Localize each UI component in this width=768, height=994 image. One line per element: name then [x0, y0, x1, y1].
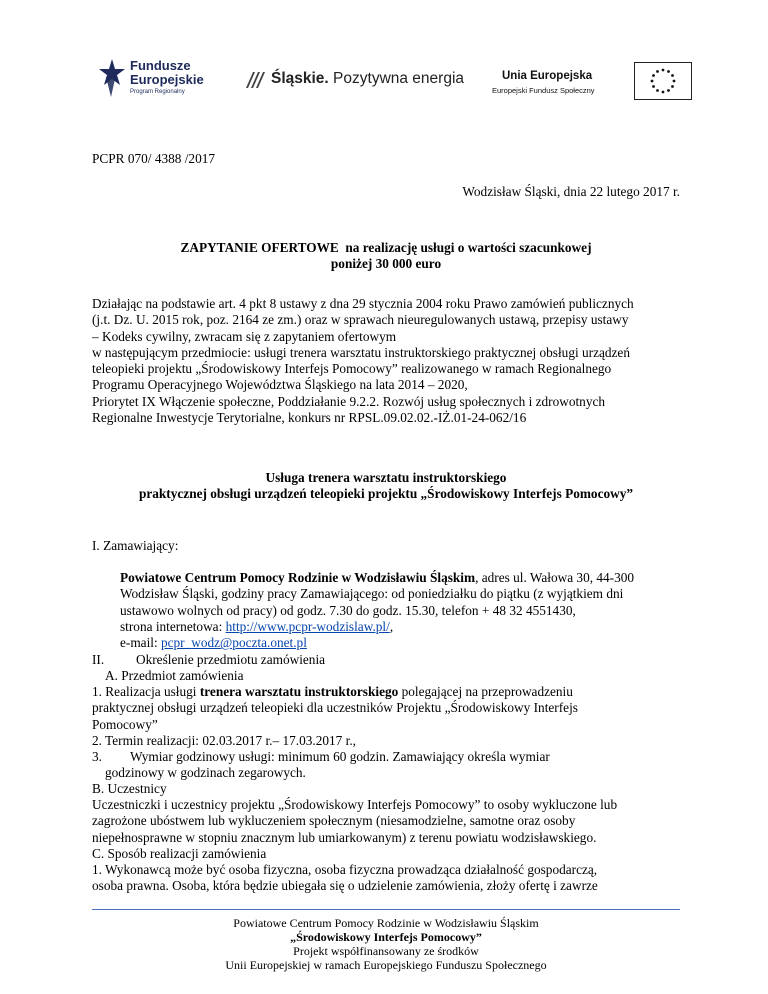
- footer-line1: Powiatowe Centrum Pomocy Rodzinie w Wodzisławiu Śląskim: [233, 916, 539, 930]
- contractor-hours: Wodzisław Śląski, godziny pracy Zamawiającego: od poniedziałku do piątku (z wyjątkiem dni: [120, 586, 624, 602]
- section-2a-item3-number: 3.: [92, 749, 102, 764]
- c-line: osoba prawna. Osoba, która będzie ubiegała się o udzielenie zamówienia, złoży ofertę i zawrze: [92, 878, 598, 894]
- footer-line2: „Środowiskowy Interfejs Pomocowy”: [290, 930, 482, 944]
- fe-line2: Europejskie: [130, 72, 204, 87]
- section-2c-body: [92, 862, 680, 895]
- a1-post: polegającej na przeprowadzeniu: [398, 684, 573, 699]
- section-2a-item1: [92, 684, 680, 733]
- slaskie-mark-icon: [243, 68, 267, 92]
- fe-line3: Program Regionalny: [130, 89, 185, 95]
- b-line: niepełnosprawne w stopniu znacznym lub umiarkowanym) z terenu powiatu wodzisławskiego.: [92, 829, 597, 845]
- footer-rule: [92, 909, 680, 910]
- eu-flag-icon: [634, 62, 692, 100]
- unia-europejska-logo: [482, 58, 682, 108]
- contractor-block: [120, 570, 680, 651]
- subject-title-line2: praktycznej obsługi urządzeń teleopieki projektu „Środowiskowy Interfejs Pomocowy”: [138, 486, 634, 501]
- intro-line: Programu Operacyjnego Województwa Śląskiego na lata 2014 – 2020,: [92, 377, 468, 393]
- star-flag-icon: [97, 57, 127, 97]
- section-2c-heading: C. Sposób realizacji zamówienia: [92, 846, 267, 861]
- contractor-phone: ustawowo wolnych od pracy) od godz. 7.30 do godz. 15.30, telefon + 48 32 4551430,: [120, 602, 576, 618]
- slaskie-name: Śląskie.: [271, 70, 329, 87]
- intro-line: (j.t. Dz. U. 2015 rok, poz. 2164 ze zm.) oraz w sprawach nieuregulowanych ustawą, przepisy ustawy: [92, 312, 629, 328]
- ue-title: Unia Europejska: [502, 70, 593, 82]
- slaskie-logo: [243, 66, 463, 96]
- a1-line3: Pomocowy”: [92, 716, 158, 732]
- email-label: e-mail:: [120, 635, 161, 651]
- intro-line: w następującym przedmiocie: usługi trenera warsztatu instruktorskiego praktycznej obsługi urządzeń: [92, 344, 630, 360]
- section-1-heading: I. Zamawiający:: [92, 538, 179, 553]
- intro-line: – Kodeks cywilny, zwracam się z zapytaniem ofertowym: [92, 328, 397, 344]
- section-2b-heading: B. Uczestnicy: [92, 781, 167, 796]
- intro-line: Działając na podstawie art. 4 pkt 8 ustawy z dna 29 stycznia 2004 roku Prawo zamówień publicznych: [92, 296, 634, 311]
- subject-title-line1: Usługa trenera warsztatu instruktorskiego: [265, 470, 507, 485]
- document-title: [92, 240, 680, 256]
- c-line: 1. Wykonawcą może być osoba fizyczna, osoba fizyczna prowadząca działalność gospodarczą,: [92, 862, 598, 877]
- ue-subtitle: Europejski Fundusz Społeczny: [492, 86, 595, 95]
- fundusze-europejskie-logo: [97, 55, 217, 105]
- contractor-name: Powiatowe Centrum Pomocy Rodzinie w Wodzisławiu Śląskim: [120, 570, 476, 585]
- website-label: strona internetowa:: [120, 618, 226, 634]
- a1-bold: trenera warsztatu instruktorskiego: [199, 684, 399, 699]
- a1-pre: 1. Realizacja usługi: [92, 684, 200, 699]
- intro-line: Priorytet IX Włączenie społeczne, Poddziałanie 9.2.2. Rozwój usług społecznych i zdrowotnych: [92, 393, 606, 409]
- email-link[interactable]: pcpr_wodz@poczta.onet.pl: [160, 635, 307, 651]
- a1-line2: praktycznej obsługi urządzeń teleopieki dla uczestników Projektu „Środowiskowy Interfejs: [92, 700, 578, 716]
- section-2-number: II.: [92, 652, 105, 667]
- intro-paragraph: [92, 296, 680, 426]
- title-lead: ZAPYTANIE OFERTOWE: [180, 240, 339, 255]
- website-link[interactable]: http://www.pcpr-wodzislaw.pl/: [225, 618, 390, 634]
- reference-number: PCPR 070/ 4388 /2017: [92, 151, 216, 166]
- section-2a-heading: A. Przedmiot zamówienia: [105, 668, 244, 683]
- title-line2: poniżej 30 000 euro: [330, 256, 442, 271]
- b-line: zagrożone ubóstwem lub wykluczeniem społecznym (niesamodzielne, samotne oraz osoby: [92, 813, 576, 829]
- section-2a-item3-text: Wymiar godzinowy usługi: minimum 60 godzin. Zamawiający określa wymiar: [130, 749, 550, 764]
- fe-line1: Fundusze: [130, 58, 191, 73]
- date-line: Wodzisław Śląski, dnia 22 lutego 2017 r.: [462, 184, 680, 199]
- contractor-address: , adres ul. Wałowa 30, 44-300: [475, 570, 635, 585]
- intro-line: teleopieki projektu „Środowiskowy Interfejs Pomocowy” realizowanego w ramach Regionalnego: [92, 361, 612, 377]
- section-2b-body: [92, 797, 680, 846]
- intro-line: Regionalne Inwestycje Terytorialne, konkurs nr RPSL.09.02.02.-IŻ.01-24-062/16: [92, 410, 527, 426]
- section-2a-item3-line2: godzinowy w godzinach zegarowych.: [105, 765, 306, 780]
- b-line: Uczestniczki i uczestnicy projektu „Środowiskowy Interfejs Pomocowy” to osoby wykluczone lub: [92, 797, 618, 812]
- section-2-heading: Określenie przedmiotu zamówienia: [136, 652, 326, 667]
- slaskie-tagline: Pozytywna energia: [328, 70, 465, 87]
- title-line1: na realizację usługi o wartości szacunkowej: [345, 240, 592, 255]
- footer-line3: Projekt współfinansowany ze środków: [293, 944, 479, 958]
- section-2a-item2: 2. Termin realizacji: 02.03.2017 r.– 17.03.2017 r.,: [92, 733, 356, 748]
- footer-line4: Unii Europejskiej w ramach Europejskiego Funduszu Społecznego: [225, 958, 547, 972]
- website-after: ,: [389, 618, 394, 634]
